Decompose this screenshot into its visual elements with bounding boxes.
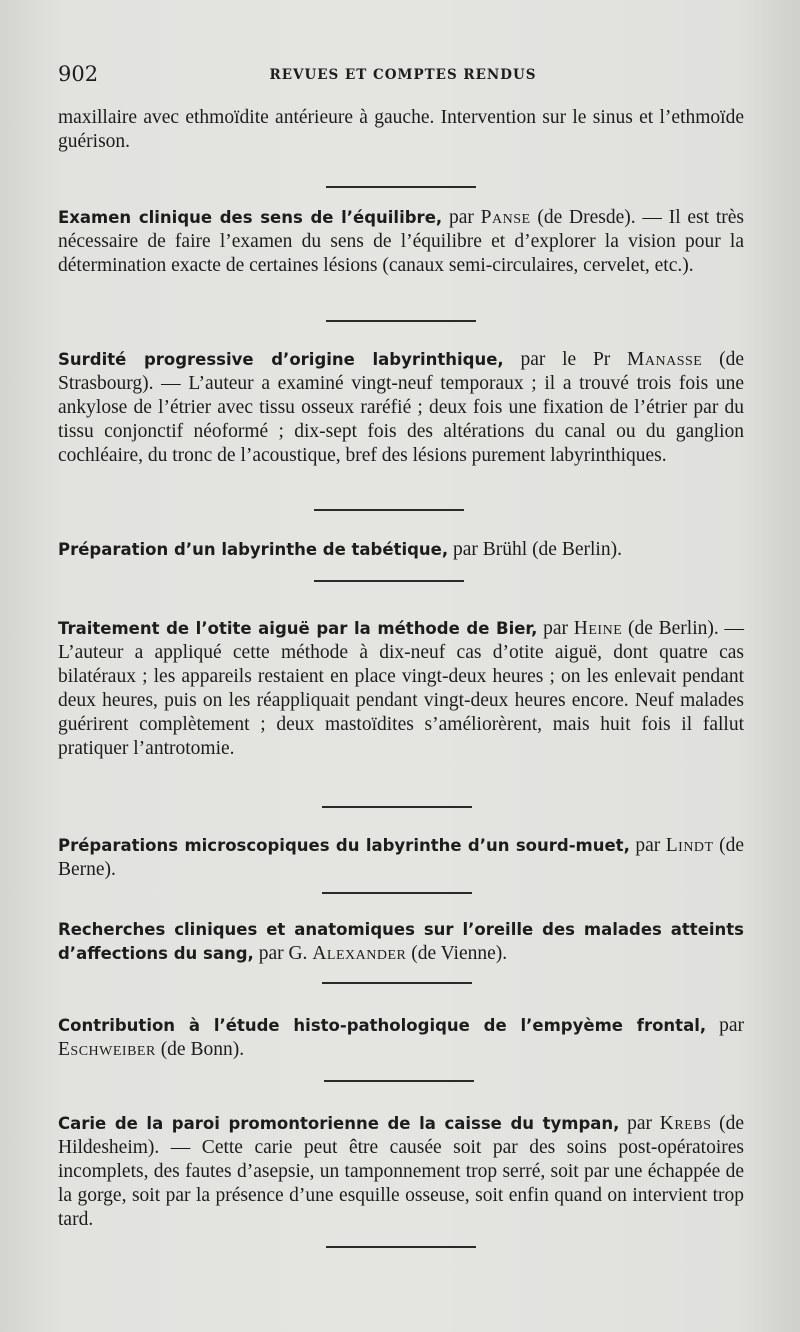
entry-author: Lindt [665,835,714,856]
entry-title: Carie de la paroi promontorienne de la caisse du tympan, [58,1114,620,1133]
entry-pre: par Brühl (de Berlin). [448,539,622,560]
separator-rule [314,509,464,511]
separator-rule [322,892,472,894]
entry-pre: par [706,1015,744,1036]
entry-author: Panse [480,207,531,228]
entry-body: — L’auteur a appliqué cette méthode à dix-neuf cas d’otite aiguë, dont quatre cas bilatéraux ; les appareils restaient en place vingt-deux heures ; on les enlevait pendant deux heures, puis on les réappliquait pendant vingt-deux heures encore. Neuf malades guérirent complètement ; deux mastoïdites s’améliorèrent, mais huit fois il fallut pratiquer l’antrotomie. [58,618,745,759]
entry-post: (de Berlin). [622,618,719,639]
entry-post: (de Berne). [58,835,745,880]
page-header [58,62,748,88]
separator-rule [324,1080,474,1082]
entry-pre: par [537,618,574,639]
entry-contribution-empyeme [58,1014,744,1062]
entry-title: Préparation d’un labyrinthe de tabétique, [58,540,449,559]
entry-author: Alexander [312,943,407,964]
entry-carie-paroi [58,1112,744,1232]
entry-examen-clinique [58,206,744,278]
entry-title: Recherches cliniques et anatomiques sur l’oreille des malades atteints d’affections du sang, [58,920,744,963]
entry-recherches-cliniques [58,918,744,966]
entry-pre: par [442,207,481,228]
entry-pre: par [629,835,666,856]
entry-author: Krebs [659,1113,712,1134]
entry-pre: par G. [253,943,313,964]
separator-rule [322,982,472,984]
entry-post: (de Dresde). [530,207,636,228]
continuation-paragraph [58,106,744,154]
entry-author: Heine [573,618,623,639]
entry-pre: par [619,1113,660,1134]
entry-preparations-microscopiques [58,834,744,882]
entry-title: Surdité progressive d’origine labyrinthique, [58,350,504,369]
entry-author: Manasse [627,349,703,370]
entry-body: — L’auteur a examiné vingt-neuf temporaux ; il a trouvé trois fois une ankylose de l’étrier avec tissu osseux raréfié ; deux fois une fixation de l’étrier par du tissu conjonctif néoformé ; dix-sept fois des altérations du canal ou du ganglion cochléaire, du tronc de l’acoustique, bref des lésions purement labyrinthiques. [58,373,744,466]
entry-title: Préparations microscopiques du labyrinthe d’un sourd-muet, [58,836,630,855]
separator-rule [326,186,476,188]
separator-rule [326,320,476,322]
running-title: REVUES ET COMPTES RENDUS [269,67,537,83]
entry-title: Examen clinique des sens de l’équilibre, [58,208,443,227]
separator-rule [314,580,464,582]
separator-rule [326,1246,476,1248]
entry-body: — Cette carie peut être causée soit par des soins post-opératoires incomplets, des fautes d’asepsie, un tamponnement trop serré, soit par une échappée de la gorge, soit par la présence d’une esquille osseuse, soit enfin quand on intervient trop tard. [58,1137,744,1230]
entry-author: Eschweiber [58,1039,156,1060]
entry-post: (de Strasbourg). [58,349,745,394]
entry-post: (de Vienne). [406,943,508,964]
entry-post: (de Bonn). [155,1039,245,1060]
entry-body: — Il est très nécessaire de faire l’examen du sens de l’équilibre et d’explorer la vision pour la détermination exacte de certaines lésions (canaux semi-circulaires, cervelet, etc.). [58,207,745,276]
page-number: 902 [58,62,99,86]
entry-title: Contribution à l’étude histo-pathologique de l’empyème frontal, [58,1016,707,1035]
entry-preparation-labyrinthe [58,538,744,562]
entry-traitement-otite [58,617,744,761]
entry-surdite [58,348,744,468]
entry-pre: par le Pr [503,349,628,370]
entry-title: Traitement de l’otite aiguë par la méthode de Bier, [58,619,538,638]
entry-post: (de Hildesheim). [58,1113,744,1158]
entry-body: maxillaire avec ethmoïdite antérieure à gauche. Intervention sur le sinus et l’ethmoïde guérison. [58,107,744,152]
separator-rule [322,806,472,808]
